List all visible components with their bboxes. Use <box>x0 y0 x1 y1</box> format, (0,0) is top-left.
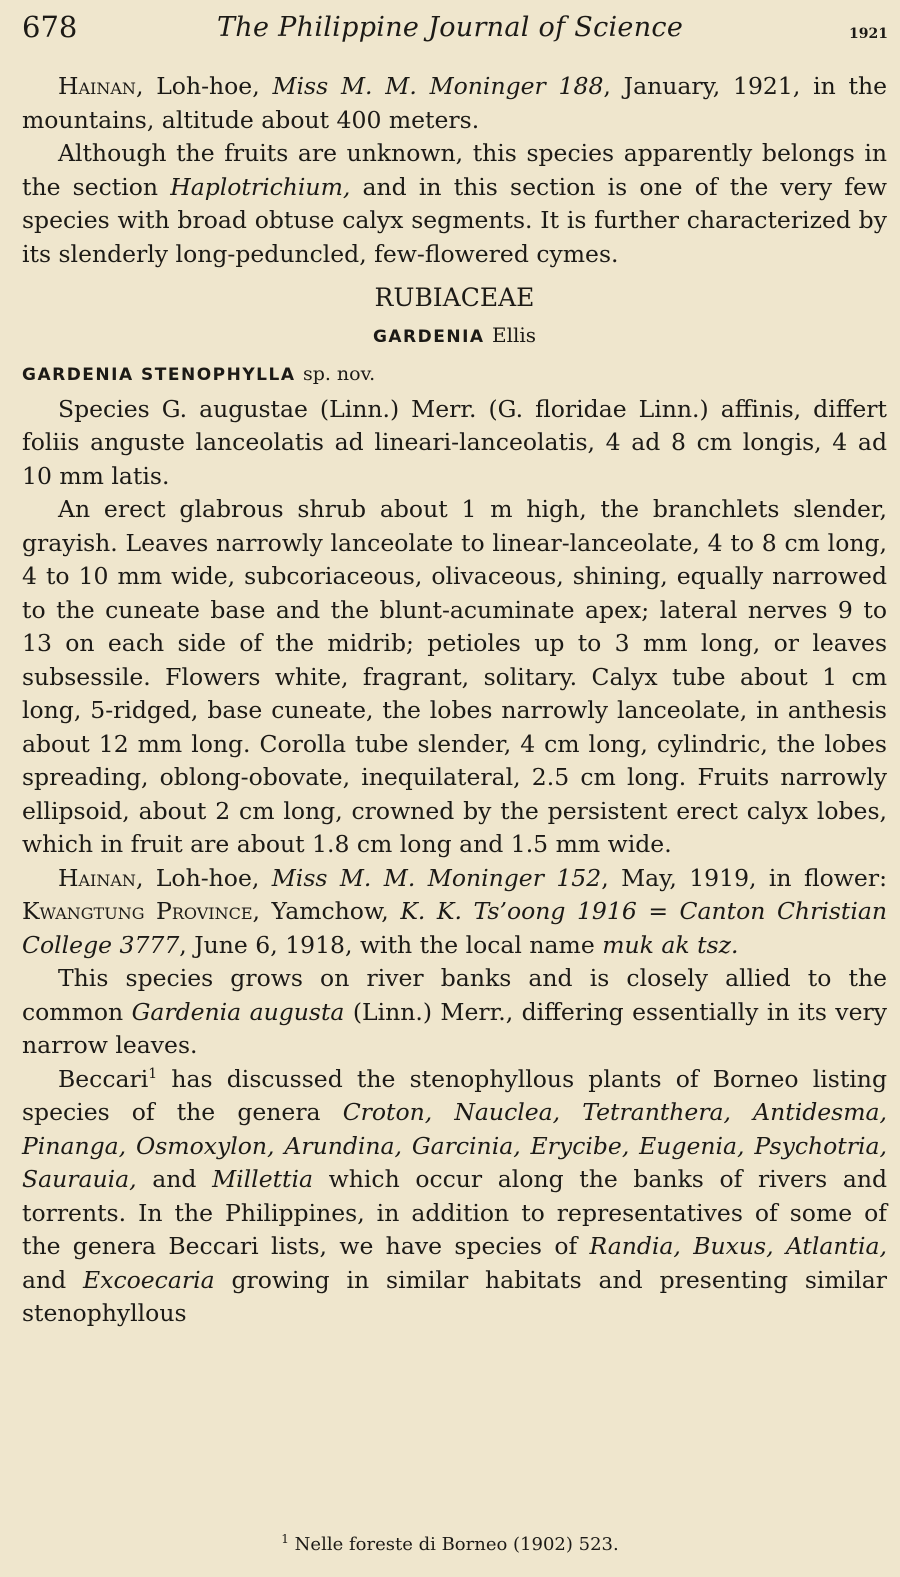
text-span: , Loh-hoe, <box>135 72 273 100</box>
species-status: sp. nov. <box>302 363 376 385</box>
page-number: 678 <box>22 10 78 44</box>
body-text <box>22 70 887 1331</box>
locality-paragraph <box>22 70 887 137</box>
genus-reference: Excoecaria <box>83 1265 215 1294</box>
genus-reference: Millettia <box>212 1165 314 1193</box>
header-year: 1921 <box>849 26 888 42</box>
species-heading <box>22 358 887 393</box>
text-span: , Loh-hoe, <box>135 863 272 892</box>
text-span: growing in similar habitats and presenting similar stenophyllous <box>22 1265 887 1327</box>
text-span: This species grows on river banks and is closely allied to the common <box>22 964 887 1026</box>
genera-list: Croton, Nauclea, Tetranthera, Antidesma, Pinanga, Osmoxylon, Arundina, Garcinia, Erycibe, Eugenia, Psychotria, Saurauia, <box>22 1098 887 1193</box>
genus-author: Ellis <box>492 322 537 347</box>
specimens-paragraph <box>22 862 887 963</box>
footnote <box>0 1532 900 1555</box>
text-span: , May, 1919, in flower: <box>601 863 887 892</box>
footnote-mark: 1 <box>281 1532 289 1546</box>
local-name: muk ak tsz. <box>602 930 739 959</box>
locality-label: Hainan <box>58 72 136 100</box>
text-span: , January, 1921, in the mountains, altitude about 400 meters. <box>22 72 887 134</box>
locality-label: Hainan <box>58 863 136 892</box>
collector-name: K. K. Ts’oong 1916 = Canton Christian College 3777 <box>22 897 887 959</box>
species-name: GARDENIA STENOPHYLLA <box>22 365 296 385</box>
latin-diagnosis: Species G. augustae (Linn.) Merr. (G. floridae Linn.) affinis, differt foliis anguste lanceolatis ad lineari-lanceolatis, 4 ad 8 cm longis, 4 ad 10 mm latis. <box>22 394 887 490</box>
text-span: Although the fruits are unknown, this species apparently belongs in the section <box>22 139 887 201</box>
collector-name: Miss M. M. Moninger 152 <box>271 863 602 892</box>
text-span: , Yamchow, <box>252 897 401 925</box>
genus-heading <box>22 319 887 355</box>
family-heading: RUBIACEAE <box>374 283 535 312</box>
text-span: , June 6, 1918, with the local name <box>179 930 603 959</box>
remarks-paragraph <box>22 962 887 1063</box>
text-span: (Linn.) Merr., differing essentially in its very narrow leaves. <box>22 997 887 1059</box>
species-reference: Gardenia augusta <box>131 997 345 1026</box>
beccari-paragraph <box>22 1063 887 1331</box>
journal-title: The Philippine Journal of Science <box>217 12 684 43</box>
genus-name: GARDENIA <box>372 326 485 347</box>
text-span: and in this section is one of the very few species with broad obtuse calyx segments. It is further characterized by its slenderly long-peduncled, few-flowered cymes. <box>22 172 888 268</box>
collector-name: Miss M. M. Moninger 188 <box>272 72 604 100</box>
footnote-text: Nelle foreste di Borneo (1902) 523. <box>294 1534 619 1555</box>
text-span: Beccari <box>58 1064 149 1093</box>
text-span: and <box>22 1265 84 1294</box>
text-span: has discussed the stenophyllous plants of Borneo listing species of the genera <box>22 1064 887 1126</box>
section-name: Haplotrichium, <box>170 172 351 201</box>
genera-list: Randia, Buxus, Atlantia, <box>589 1232 887 1260</box>
text-span: and <box>136 1165 213 1193</box>
footnote-reference[interactable]: 1 <box>148 1065 158 1082</box>
running-head <box>22 10 888 50</box>
species-description: An erect glabrous shrub about 1 m high, the branchlets slender, grayish. Leaves narrowly lanceolate to linear-lanceolate, 4 to 8 cm long, 4 to 10 mm wide, subcoriaceous, olivaceous, shining, equally narrowed to the cuneate base and the blunt-acuminate apex; lateral nerves 9 to 13 on each side of the midrib; petioles up to 3 mm long, or leaves subsessile. Flowers white, fragrant, solitary. Calyx tube about 1 cm long, 5-ridged, base cuneate, the lobes narrowly lanceolate, in anthesis about 12 mm long. Corolla tube slender, 4 cm long, cylindric, the lobes spreading, oblong-obovate, inequilateral, 2.5 cm long. Fruits narrowly ellipsoid, about 2 cm long, crowned by the persistent erect calyx lobes, which in fruit are about 1.8 cm long and 1.5 mm wide. <box>22 495 887 858</box>
locality-label: Kwangtung Province <box>22 897 253 925</box>
text-span: which occur along the banks of rivers and torrents. In the Philippines, in addition to representatives of some of the genera Beccari lists, we have species of <box>22 1165 888 1260</box>
section-remark-paragraph <box>22 137 887 271</box>
